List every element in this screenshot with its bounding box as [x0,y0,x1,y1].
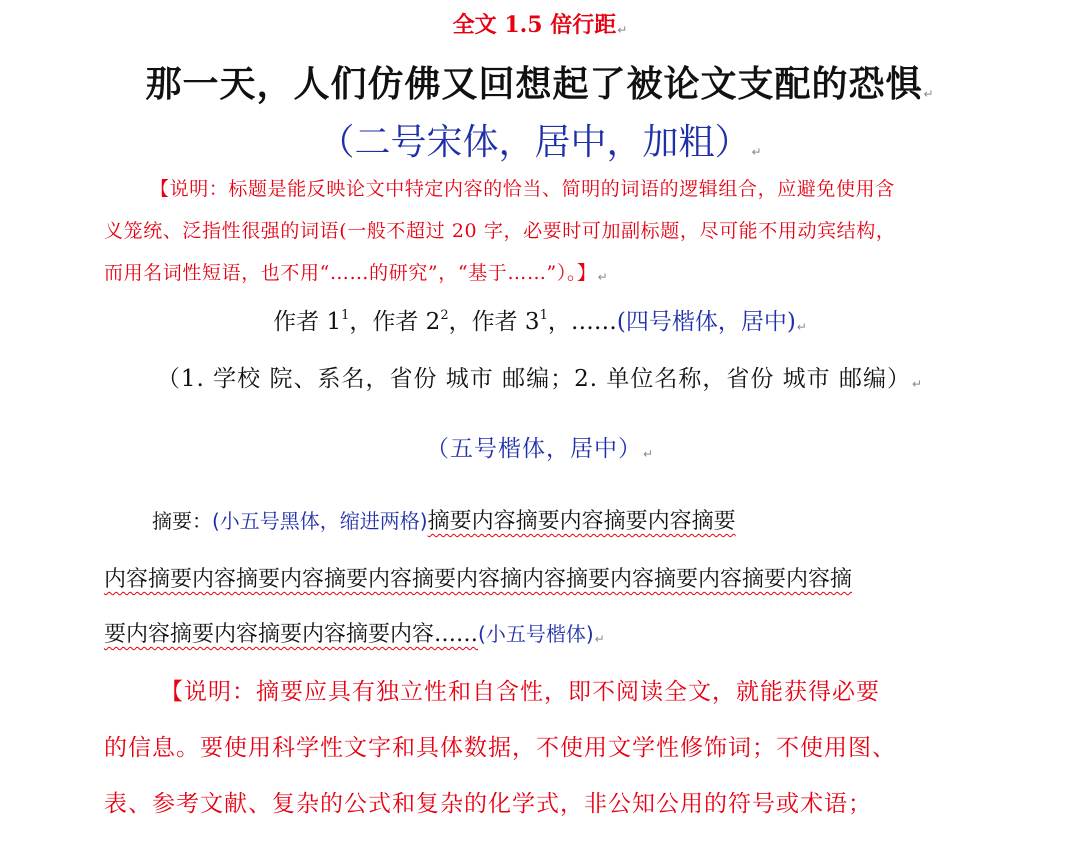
author-ellipsis: ，…… [547,309,617,335]
author-3: ，作者 3 [448,309,540,335]
affiliation-line [0,360,1080,400]
title-note-line-2 [104,216,984,243]
title-note-line-3 [104,258,984,285]
line-spacing-text: 全文 1.5 倍行距 [452,12,617,38]
abstract-note-line-2 [104,729,1004,762]
author-1: 作者 1 [273,309,342,335]
title-note-text: 义笼统、泛指性很强的词语(一般不超过 20 字，必要时可加副标题，尽可能不用动宾结构， [104,220,896,242]
author-2: ，作者 2 [349,309,441,335]
paragraph-mark-icon: ↵ [912,377,924,391]
abstract-text: 内容摘要内容摘要内容摘要内容摘要内容摘内容摘要内容摘要内容摘要内容摘 [104,567,853,592]
line-spacing-note [0,8,1080,40]
author-line [0,303,1080,343]
abstract-label: 摘要： [152,509,212,533]
abstract-text-format: (小五号楷体) [478,622,594,646]
title-note-text: 而用名词性短语，也不用“……的研究”，“基于……”）。】 [104,262,597,284]
affiliation-text: （1. 学校 院、系名，省份 城市 邮编；2. 单位名称，省份 城市 邮编） [156,366,911,392]
author-3-superscript: 1 [539,308,548,323]
abstract-line-3 [104,617,984,648]
abstract-text: 摘要内容摘要内容摘要内容摘要 [427,509,736,534]
title-note-text: 【说明：标题是能反映论文中特定内容的恰当、简明的词语的逻辑组合，应避免使用含 [150,178,895,200]
paragraph-mark-icon: ↵ [642,447,655,461]
paper-title-text: 那一天，人们仿佛又回想起了被论文支配的恐惧 [145,63,923,105]
paper-title [0,56,1080,108]
paragraph-mark-icon: ↵ [597,270,609,284]
abstract-note-line-3 [104,785,1004,818]
abstract-line-1 [152,504,1032,535]
paragraph-mark-icon: ↵ [751,145,762,159]
paragraph-mark-icon: ↵ [617,23,628,37]
abstract-note-text: 【说明：摘要应具有独立性和自含性，即不阅读全文，就能获得必要 [160,679,880,705]
author-format-note: (四号楷体，居中) [616,309,796,335]
author-2-superscript: 2 [440,308,449,323]
abstract-note-text: 的信息。要使用科学性文字和具体数据，不使用文学性修饰词；不使用图、 [104,735,896,761]
affiliation-format-text: （五号楷体，居中） [425,436,642,462]
abstract-text: 要内容摘要内容摘要内容摘要内容…… [104,622,479,647]
paragraph-mark-icon: ↵ [796,320,807,334]
abstract-note-line-1 [160,673,1060,706]
title-format-note [0,114,1080,164]
title-note-line-1 [150,174,990,201]
affiliation-format-note [0,430,1080,470]
author-1-superscript: 1 [341,308,350,323]
title-format-text: （二号宋体，居中，加粗） [318,122,751,163]
abstract-note-text: 表、参考文献、复杂的公式和复杂的化学式，非公知公用的符号或术语； [104,791,872,817]
paragraph-mark-icon: ↵ [594,632,605,646]
paragraph-mark-icon: ↵ [923,87,935,101]
abstract-line-2 [104,562,984,593]
abstract-label-format: (小五号黑体，缩进两格) [212,509,428,533]
